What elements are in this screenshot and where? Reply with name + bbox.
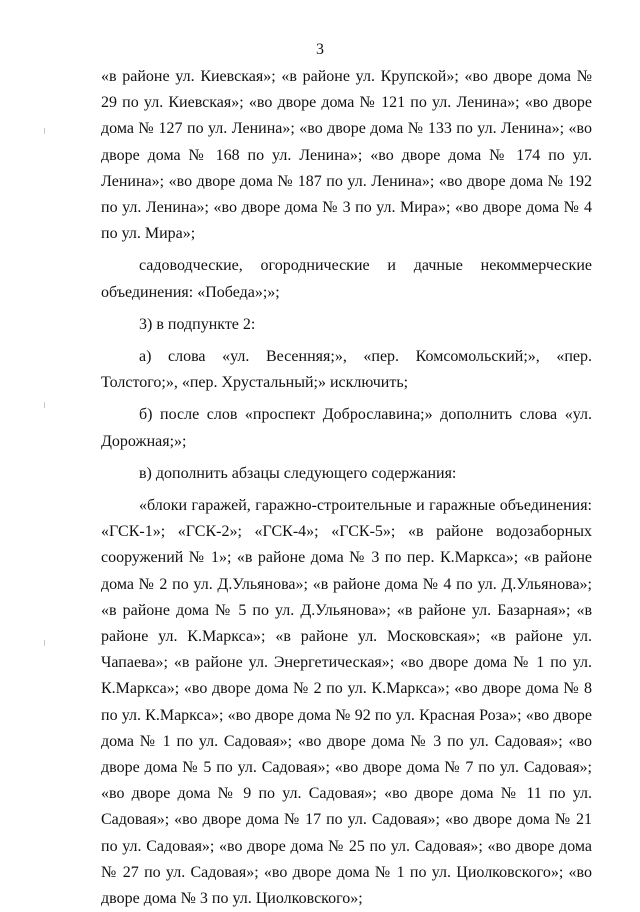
page-number: 3 xyxy=(316,41,324,58)
scan-mark xyxy=(44,640,45,646)
paragraph-street-list: «в районе ул. Киевская»; «в районе ул. Крупской»; «во дворе дома № 29 по ул. Киевская»; «во дворе дома № 121 по ул. Ленина»; «во дворе дома № 127 по ул. Ленина»; «во дворе дома № 133 по ул. Ленина»; «во дворе дома № 168 по ул. Ленина»; «во дворе дома № 174 по ул. Ленина»; «во дворе дома № 187 по ул. Ленина»; «во дворе дома № 192 по ул. Ленина»; «во дворе дома № 3 по ул. Мира»; «во дворе дома № 4 по ул. Мира»; xyxy=(101,68,592,243)
paragraph-garage-blocks: «блоки гаражей, гаражно-строительные и гаражные объединения: «ГСК-1»; «ГСК-2»; «ГСК-4»; «ГСК-5»; «в районе водозаборных сооружений № 1»; «в районе дома № 3 по пер. К.Маркса»; «в районе дома № 2 по ул. Д.Ульянова»; «в районе дома № 4 по ул. Д.Ульянова»; «в районе дома № 5 по ул. Д.Ульянова»; «в районе ул. Базарная»; «в районе ул. К.Маркса»; «в районе ул. Московская»; «в районе ул. Чапаева»; «в районе ул. Энергетическая»; «во дворе дома № 1 по ул. К.Маркса»; «во дворе дома № 2 по ул. К.Маркса»; «во дворе дома № 8 по ул. К.Маркса»; «во дворе дома № 92 по ул. Красная Роза»; «во дворе дома № 1 по ул. Садовая»; «во дворе дома № 3 по ул. Садовая»; «во дворе дома № 5 по ул. Садовая»; «во дворе дома № 7 по ул. Садовая»; «во дворе дома № 9 по ул. Садовая»; «во дворе дома № 11 по ул. Садовая»; «во дворе дома № 17 по ул. Садовая»; «во дворе дома № 21 по ул. Садовая»; «во дворе дома № 25 по ул. Садовая»; «во дворе дома № 27 по ул. Садовая»; «во дворе дома № 1 по ул. Циолковского»; «во дворе дома № 3 по ул. Циолковского»; xyxy=(101,497,592,908)
scan-mark xyxy=(44,128,45,134)
paragraph-gardening-associations: садоводческие, огороднические и дачные некоммерческие объединения: «Победа»;»; xyxy=(101,257,592,301)
paragraph-item-v: в) дополнить абзацы следующего содержания: xyxy=(139,464,457,482)
paragraph-item-a: а) слова «ул. Весенняя;», «пер. Комсомольский;», «пер. Толстого;», «пер. Хрустальный;» исключить; xyxy=(101,348,592,392)
paragraph-subpoint-3: 3) в подпункте 2: xyxy=(139,315,256,333)
scan-mark xyxy=(44,402,45,408)
document-body xyxy=(101,64,592,912)
paragraph-item-b: б) после слов «проспект Доброславина;» дополнить слова «ул. Дорожная;»; xyxy=(101,406,592,450)
